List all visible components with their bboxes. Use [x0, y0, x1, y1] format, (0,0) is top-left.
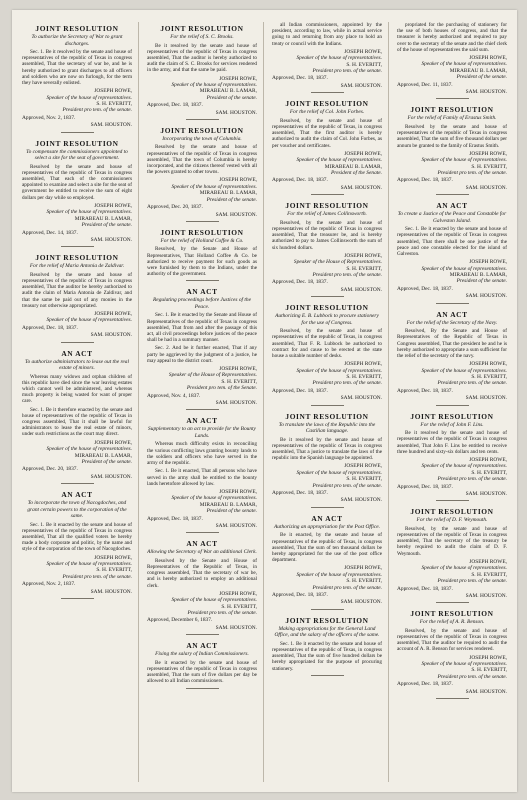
body-paragraph: Resolved, by the senate and house of representatives of the republic of Texas in congress assembled, That the auditor be required to audit the account of A. R. Benson for services rendered.	[397, 627, 507, 653]
column-2	[147, 22, 264, 782]
signature-line: S. H. EVERITT,	[471, 163, 507, 170]
signature-line: S. H. EVERITT,	[471, 667, 507, 674]
approval-date: Approved, Nov. 2, 1837.	[22, 581, 76, 588]
signature-line: MIRABEAU B. LAMAR,	[449, 272, 507, 279]
signature-line: Speaker of the house of representatives.	[296, 55, 382, 62]
section-divider	[436, 194, 469, 195]
legislation-section	[272, 201, 382, 297]
body-paragraph: Resolved by the Senate and House of Representatives of the Republic of Texas, in congress assembled, That the secretary of war be, and is hereby authorized to employ an additional clerk.	[147, 557, 257, 589]
legislation-section	[272, 412, 382, 508]
section-divider	[311, 507, 344, 508]
approval-date: Approved, Dec. 18, 1837.	[397, 177, 453, 184]
approval-date: Approved, Dec. 14, 1837.	[22, 229, 78, 236]
official-signature: SAM. HOUSTON.	[340, 497, 382, 504]
section-divider	[311, 194, 344, 195]
section-divider	[61, 132, 94, 133]
body-paragraph: Be it enacted by the senate and house of representatives of the republic of Texas in congress assembled, That the sum of five dollars per day be allowed to all Indian commissioners.	[147, 659, 257, 685]
section-divider	[436, 602, 469, 603]
section-subtitle: For the relief of Maria Antonia de Zaldivar.	[29, 263, 125, 270]
signature-line: JOSEPH ROWE,	[344, 48, 382, 55]
section-divider	[436, 500, 469, 501]
signature-line: Speaker of the house of representatives.	[171, 183, 257, 190]
signature-line: JOSEPH ROWE,	[219, 366, 257, 373]
signature-line: JOSEPH ROWE,	[94, 554, 132, 561]
signature-line: MIRABEAU B. LAMAR,	[74, 215, 132, 222]
signature-line: Speaker of the house of representatives.	[296, 367, 382, 374]
signature-line: President pro tem. of the senate.	[437, 578, 507, 585]
section-divider	[436, 698, 469, 699]
signature-line: JOSEPH ROWE,	[344, 565, 382, 572]
section-subtitle: Regulating proceedings before Justices of the Peace.	[153, 297, 251, 310]
body-paragraph: Sec. 1. Be it enacted, That all persons who have served in the army shall be entitled to the bounty lands heretofore allowed by law.	[147, 468, 257, 487]
section-heading: AN ACT	[186, 641, 218, 651]
signature-line: Speaker of the house of representatives.	[296, 469, 382, 476]
legislation-section	[22, 253, 132, 342]
section-subtitle: For the relief of John F. Lins.	[420, 421, 484, 428]
signature-line: S. H. EVERITT,	[346, 476, 382, 483]
signature-line: Speaker of the house of representatives.	[46, 94, 132, 101]
official-signature: SAM. HOUSTON.	[340, 395, 382, 402]
signature-line: S. H. EVERITT,	[96, 567, 132, 574]
section-divider	[436, 98, 469, 99]
signature-line: President pro tem. of the senate.	[437, 380, 507, 387]
official-signature: SAM. HOUSTON.	[340, 599, 382, 606]
body-paragraph: Resolved by the senate and house of representatives of the republic of Texas in congress assembled, That each of the commissioners appointed to examine and select a site for the seat of government be entitled to receive the sum of eight dollars per day while so employed.	[22, 163, 132, 201]
signature-line: Speaker of the house of representatives.	[171, 81, 257, 88]
section-heading: AN ACT	[61, 490, 93, 500]
signature-line: President of the senate.	[81, 222, 132, 229]
signature-line: JOSEPH ROWE,	[469, 150, 507, 157]
section-heading: JOINT RESOLUTION	[410, 411, 494, 421]
legislation-section	[147, 228, 257, 282]
signature-line: JOSEPH ROWE,	[94, 202, 132, 209]
signature-line: JOSEPH ROWE,	[469, 456, 507, 463]
official-signature: SAM. HOUSTON.	[215, 109, 257, 116]
section-heading: JOINT RESOLUTION	[35, 24, 119, 33]
legislation-section	[397, 201, 507, 303]
signature-line: JOSEPH ROWE,	[94, 439, 132, 446]
section-heading: JOINT RESOLUTION	[410, 507, 494, 517]
approval-date: Approved, Dec. 18, 1837.	[397, 387, 453, 394]
section-heading: JOINT RESOLUTION	[285, 99, 369, 109]
body-paragraph: Resolved, by the Senate and House of Representatives, That Holland Coffee & Co. be authorized to receive payment for such goods as were furnished by them to the Indians, under the authority of the government.	[147, 246, 257, 278]
section-subtitle: Supplementary to an act to provide for the Bounty Lands.	[148, 426, 256, 439]
approval-date: Approved, Dec. 18, 1837.	[397, 585, 453, 592]
body-paragraph: Sec. 1. Be it enacted by the senate and house of representatives of the republic of Texas in congress assembled, That all the qualified voters be hereby made a body corporate and politic, by the name and style of the corporation of the town of Nacogdoches.	[22, 521, 132, 553]
signature-line: Speaker of the house of representatives.	[171, 495, 257, 502]
legislation-section	[147, 641, 257, 688]
signature-line: JOSEPH ROWE,	[344, 463, 382, 470]
section-heading: AN ACT	[186, 416, 218, 426]
signature-line: Speaker of the house of representatives.	[421, 661, 507, 668]
signature-line: President of the Senate.	[331, 169, 382, 176]
section-divider	[61, 483, 94, 484]
legislation-section	[147, 287, 257, 410]
signature-line: JOSEPH ROWE,	[219, 177, 257, 184]
section-subtitle: To translate the laws of the Republic into the Castilian language.	[278, 421, 376, 435]
approval-date: Approved, Dec. 18, 1837.	[272, 387, 328, 394]
signature-line: MIRABEAU B. LAMAR,	[324, 163, 382, 170]
columns	[22, 22, 507, 782]
section-heading: JOINT RESOLUTION	[160, 24, 244, 33]
body-paragraph: Resolved by the senate and house of representatives of the republic of Texas in congress assembled, That the town of Columbia is hereby incorporated, and the citizens thereof vested with all the powers granted to other towns.	[147, 144, 257, 176]
official-signature: SAM. HOUSTON.	[90, 473, 132, 480]
section-heading: JOINT RESOLUTION	[285, 201, 369, 211]
signature-line: President of the senate.	[206, 508, 257, 515]
section-heading: JOINT RESOLUTION	[160, 227, 244, 237]
body-paragraph: Resolved, by the senate and house of representatives of the republic of Texas, in congress assembled, That the first auditor is hereby authorized to audit the claim of Col. John Forbes, as per voucher and certificates.	[272, 117, 382, 149]
signature-line: JOSEPH ROWE,	[219, 488, 257, 495]
approval-date: Approved, Dec. 18, 1837.	[272, 490, 328, 497]
section-subtitle: For the relief of D. F. Weymouth.	[416, 517, 488, 524]
body-paragraph: Resolved, by the senate and house of representatives of the republic of Texas in congress assembled, That the secretary of the treasury be hereby required to audit the claim of D. F. Weymouth.	[397, 525, 507, 557]
body-paragraph: propriated for the purchasing of stationery for the use of both houses of congress, and that the treasurer is hereby authorized and required to pay over to the secretary of the senate and the chief clerk of the house of representatives the said sum.	[397, 22, 507, 53]
approval-date: Approved, Dec. 11, 1837.	[397, 81, 453, 88]
official-signature: SAM. HOUSTON.	[215, 211, 257, 218]
official-signature: SAM. HOUSTON.	[340, 184, 382, 191]
body-paragraph: Sec. 1. Be it resolved by the senate and house of representatives of the republic of Texas in congress assembled, That the secretary of war be, and he is hereby authorized to grant discharges to all officers and soldiers who are now on furlough, for the term they have severally enlisted.	[22, 49, 132, 87]
signature-line: Speaker of the house of representatives.	[46, 209, 132, 216]
approval-date: Approved, Dec. 18, 1837.	[272, 75, 328, 82]
legislation-section	[147, 416, 257, 533]
section-heading: AN ACT	[436, 309, 468, 319]
signature-line: JOSEPH ROWE,	[469, 55, 507, 62]
signature-line: JOSEPH ROWE,	[94, 311, 132, 318]
section-divider	[311, 675, 344, 676]
section-subtitle: For the relief of S. C. Brooks.	[170, 34, 234, 40]
section-subtitle: For the relief of Col. John Forbes.	[289, 109, 365, 116]
signature-line: S. H. EVERITT,	[221, 378, 257, 385]
signature-line: President pro tem. of the Senate.	[186, 385, 257, 392]
section-heading: JOINT RESOLUTION	[35, 253, 119, 263]
section-heading: JOINT RESOLUTION	[285, 411, 369, 421]
section-subtitle: For the relief of A. R. Benson.	[419, 619, 485, 626]
official-signature: SAM. HOUSTON.	[465, 490, 507, 497]
official-signature: SAM. HOUSTON.	[465, 89, 507, 96]
signature-line: JOSEPH ROWE,	[469, 361, 507, 368]
approval-date: Approved, Dec. 18, 1837.	[397, 285, 453, 292]
official-signature: SAM. HOUSTON.	[215, 624, 257, 631]
signature-line: MIRABEAU B. LAMAR,	[199, 190, 257, 197]
section-divider	[186, 688, 219, 689]
signature-line: JOSEPH ROWE,	[344, 361, 382, 368]
legislation-section	[272, 514, 382, 610]
signature-line: MIRABEAU B. LAMAR,	[199, 501, 257, 508]
official-signature: SAM. HOUSTON.	[465, 293, 507, 300]
section-subtitle: To create a Justice of the Peace and Constable for Galveston Island.	[397, 211, 507, 224]
official-signature: SAM. HOUSTON.	[465, 395, 507, 402]
signature-line: President pro tem. of the senate.	[437, 673, 507, 680]
signature-line: Speaker of the house of representatives.	[296, 157, 382, 164]
official-signature: SAM. HOUSTON.	[90, 236, 132, 243]
approval-date: Approved, Dec. 18, 1837.	[397, 483, 453, 490]
body-paragraph: Resolved, by the senate and house of representatives of the republic of Texas, in congress assembled, That F. R. Lubbock be authorized to contract for and cause to be erected at the state house a suitable number of desks.	[272, 328, 382, 359]
legislation-section	[147, 126, 257, 222]
signature-line: President of the senate.	[81, 458, 132, 465]
signature-line: MIRABEAU B. LAMAR,	[449, 67, 507, 74]
body-paragraph: Be it resolved by the senate and house of representatives of the republic of Texas in congress assembled, That a justice to translate the laws of the republic into the Spanish language be appointed.	[272, 436, 382, 462]
body-paragraph: Be it resolved by the senate and house of representatives of the republic of Texas in congress assembled, That John F. Lins be entitled to receive three hundred and sixty-six dollars and ten cents.	[397, 430, 507, 455]
section-divider	[311, 92, 344, 93]
body-paragraph: Resolved, by the senate and house of representatives of the republic of Texas in congress assembled, That the treasurer be, and is hereby authorized to pay to James Collinsworth the sum of six hundred dollars.	[272, 219, 382, 251]
body-paragraph: Sec. 1. Be it enacted by the senate and house of representatives of the republic of Texas in congress assembled, That there shall be one justice of the peace and one constable elected for the island of Galveston.	[397, 226, 507, 258]
body-paragraph: Sec. 1. Be it therefore enacted by the senate and house of representatives of the republic of Texas in congress assembled, That it shall be lawful for administrators to lease the real estate of minors, under such restrictions as the court may direct.	[22, 406, 132, 438]
section-subtitle: To compensate the commissioners appointed to select a site for the seat of government.	[26, 148, 128, 162]
legislation-section	[397, 105, 507, 195]
signature-line: Speaker of the house of representatives.	[296, 571, 382, 578]
body-paragraph: Sec. 1. Be it enacted by the senate and house of representatives of the republic of Texas, in congress assembled, That the sum of five hundred dollars be hereby appropriated for the purpose of procuring stationery.	[272, 640, 382, 672]
legislation-section	[22, 490, 132, 599]
section-subtitle: Making appropriations for the General Land Office, and the salary of the officers of the same.	[274, 625, 380, 639]
signature-line: JOSEPH ROWE,	[469, 259, 507, 266]
signature-line: Speaker of the house of representatives.	[46, 561, 132, 568]
body-paragraph: Resolved by the senate and house of representatives of the republic of Texas in congress assembled, That the sum of five thousand dollars per annum be granted to the family of Erastus Smith.	[397, 123, 507, 149]
section-divider	[311, 296, 344, 297]
body-paragraph: all Indian commissioners, appointed by the president, according to law, while in actual service going to and returning from any place to hold an treaty or council with the Indians.	[272, 22, 382, 47]
legislation-section	[147, 24, 257, 120]
section-divider	[186, 409, 219, 410]
signature-line: President pro tem. of the senate.	[437, 169, 507, 176]
signature-line: JOSEPH ROWE,	[219, 75, 257, 82]
legislation-section	[272, 99, 382, 195]
signature-line: JOSEPH ROWE,	[344, 252, 382, 259]
signature-line: Speaker of the house of representatives.	[421, 565, 507, 572]
signature-line: JOSEPH ROWE,	[469, 654, 507, 661]
signature-line: President pro tem. of the senate.	[312, 380, 382, 387]
legislation-section	[22, 24, 132, 133]
signature-line: S. H. EVERITT,	[346, 578, 382, 585]
section-subtitle: For the relief of Family of Erastus Smith.	[407, 115, 497, 122]
signature-line: S. H. EVERITT,	[346, 265, 382, 272]
official-signature: SAM. HOUSTON.	[90, 122, 132, 129]
section-divider	[311, 609, 344, 610]
approval-date: Approved, Dec. 18, 1837.	[272, 177, 328, 184]
section-divider	[311, 405, 344, 406]
approval-date: Approved, Dec. 18, 1837.	[272, 279, 328, 286]
legislation-section	[397, 310, 507, 406]
official-signature: SAM. HOUSTON.	[90, 332, 132, 339]
legislation-section	[22, 349, 132, 484]
signature-line: President pro tem. of the senate.	[312, 68, 382, 75]
signature-line: President pro tem. of the senate.	[62, 107, 132, 114]
approval-date: Approved, Dec. 18, 1837.	[22, 324, 78, 331]
approval-date: Approved, Dec. 18, 1837.	[272, 592, 328, 598]
signature-line: President pro tem. of the senate.	[187, 610, 257, 617]
signature-line: Speaker of the house of representatives.	[421, 367, 507, 374]
signature-line: S. H. EVERITT,	[221, 603, 257, 610]
body-paragraph: Be it enacted, by the senate and house of representatives of the republic of Texas, in congress assembled, That the sum of ten thousand dollars be hereby appropriated for the use of the post office department.	[272, 532, 382, 564]
signature-line: S. H. EVERITT,	[471, 373, 507, 380]
approval-date: Approved, Dec. 18, 1837.	[147, 515, 203, 522]
section-heading: AN ACT	[61, 348, 93, 358]
section-heading: AN ACT	[311, 513, 343, 523]
legislation-section	[397, 412, 507, 502]
signature-line: Speaker of the house of representatives.	[421, 265, 507, 272]
section-subtitle: Incorporating the town of Columbia.	[162, 135, 242, 142]
signature-line: Speaker of the house of representatives.	[421, 463, 507, 470]
signature-line: President of the senate.	[206, 94, 257, 101]
section-divider	[186, 532, 219, 533]
signature-line: Speaker of the house of representatives.	[421, 157, 507, 164]
signature-line: President pro tem. of the senate.	[437, 476, 507, 483]
section-divider	[186, 280, 219, 281]
signature-line: MIRABEAU B. LAMAR,	[74, 452, 132, 459]
signature-line: S. H. EVERITT,	[346, 61, 382, 68]
section-subtitle: To authorize administrators to lease out the real estate of minors.	[25, 358, 129, 372]
signature-line: Speaker of the House of Representatives.	[168, 372, 257, 379]
body-paragraph: Sec. 1. Be it enacted by the Senate and House of Representatives of the republic of Texas in congress assembled, That from and after the passage of this act, all civil proceedings before justices of the peace shall be had in a summary manner.	[147, 312, 257, 344]
section-heading: AN ACT	[436, 201, 468, 211]
section-heading: JOINT RESOLUTION	[160, 125, 244, 135]
signature-line: JOSEPH ROWE,	[94, 88, 132, 95]
approval-date: Approved, Dec. 20, 1837.	[147, 204, 203, 211]
section-heading: JOINT RESOLUTION	[285, 303, 369, 313]
official-signature: SAM. HOUSTON.	[90, 588, 132, 595]
signature-line: S. H. EVERITT,	[471, 571, 507, 578]
signature-line: S. H. EVERITT,	[471, 469, 507, 476]
section-subtitle: For the relief of Holland Coffee & Co.	[160, 237, 244, 244]
section-subtitle: Authorizing E. B. Lubbock to procure stationery for the use of Congress.	[275, 313, 379, 326]
legislation-section	[147, 539, 257, 635]
body-paragraph: Be it resolved by the senate and house of representatives of the republic of Texas in congress assembled, That the auditor is hereby authorized to audit the claim of S. C. Brooks for services rendered in the army, and that the same be paid.	[147, 42, 257, 74]
body-paragraph: Resolved by the senate and house of representatives of the republic of Texas in congress assembled, That the auditor be hereby authorized to audit the claim of Maria Antonia de Zaldivar, and that the same be paid out of any monies in the treasury not otherwise appropriated.	[22, 271, 132, 309]
signature-line: JOSEPH ROWE,	[219, 590, 257, 597]
signature-line: JOSEPH ROWE,	[344, 150, 382, 157]
section-subtitle: Fixing the salary of Indian Commissioners.	[155, 651, 249, 658]
section-divider	[436, 405, 469, 406]
signature-line: MIRABEAU B. LAMAR,	[199, 88, 257, 95]
legislation-section	[397, 22, 507, 99]
newspaper-page	[12, 10, 517, 792]
column-1	[22, 22, 139, 782]
body-paragraph: Whereas many widows and orphan children of this republic have died since the war leaving estates which cannot well be administered, and whereas much property is being wasted for want of proper care.	[22, 373, 132, 405]
section-heading: JOINT RESOLUTION	[285, 615, 369, 625]
signature-line: JOSEPH ROWE,	[469, 558, 507, 565]
legislation-section	[272, 616, 382, 676]
section-divider	[436, 303, 469, 304]
official-signature: SAM. HOUSTON.	[340, 286, 382, 293]
legislation-section	[272, 303, 382, 405]
signature-line: President pro tem. of the senate.	[312, 584, 382, 591]
signature-line: President pro tem. of the senate.	[312, 482, 382, 489]
section-heading: JOINT RESOLUTION	[410, 105, 494, 115]
approval-date: Approved, Nov. 2, 1837.	[22, 114, 76, 121]
signature-line: President of the senate.	[206, 196, 257, 203]
section-heading: AN ACT	[186, 287, 218, 297]
body-paragraph: Sec. 2. And be it further enacted, That if any party be aggrieved by the judgment of a justice, he may appeal to the district court.	[147, 345, 257, 364]
official-signature: SAM. HOUSTON.	[465, 184, 507, 191]
section-subtitle: To incorporate the town of Nacogdoches, and grant certain powers to the corporation of the same.	[27, 500, 127, 520]
section-divider	[186, 221, 219, 222]
approval-date: Approved, Dec. 20, 1837.	[22, 466, 78, 473]
signature-line: President pro tem. of the senate.	[312, 271, 382, 278]
approval-date: Approved, Dec. 18, 1837.	[397, 681, 453, 688]
official-signature: SAM. HOUSTON.	[465, 688, 507, 695]
section-divider	[61, 342, 94, 343]
signature-line: President pro tem. of the senate.	[62, 573, 132, 580]
section-divider	[61, 598, 94, 599]
section-subtitle: For the relief of the Secretary of the Navy.	[406, 319, 498, 326]
section-heading: JOINT RESOLUTION	[35, 138, 119, 148]
approval-date: Approved, December 6, 1837.	[147, 617, 213, 624]
official-signature: SAM. HOUSTON.	[215, 522, 257, 529]
body-paragraph: Whereas much difficulty exists in reconciling the various conflicting laws granting bounty lands to the soldiers and officers who have served in the army of the republic.	[147, 441, 257, 467]
approval-date: Approved, Nov. 4, 1837.	[147, 392, 201, 399]
signature-line: S. H. EVERITT,	[346, 373, 382, 380]
legislation-section	[22, 139, 132, 248]
section-heading: AN ACT	[186, 539, 218, 549]
signature-line: Speaker of the house of representatives.	[46, 317, 132, 324]
signature-line: President of the senate.	[456, 74, 507, 81]
signature-line: Speaker of the house of representatives.	[46, 446, 132, 453]
section-subtitle: To authorize the Secretary of War to grant discharges.	[31, 34, 123, 47]
official-signature: SAM. HOUSTON.	[340, 82, 382, 89]
section-subtitle: For the relief of James Collinsworth.	[287, 211, 367, 218]
legislation-section	[397, 609, 507, 699]
legislation-section	[272, 22, 382, 93]
section-divider	[61, 246, 94, 247]
column-3	[272, 22, 389, 782]
legislation-section	[397, 507, 507, 603]
signature-line: Speaker of the House of Representatives.	[293, 259, 382, 266]
section-subtitle: Authorizing an appropriation for the Post Office.	[274, 523, 380, 530]
section-divider	[186, 634, 219, 635]
section-subtitle: Allowing the Secretary of War an additional Clerk.	[147, 549, 257, 556]
signature-line: Speaker of the house of representatives.	[171, 597, 257, 604]
signature-line: S. H. EVERITT,	[96, 101, 132, 108]
signature-line: President of the senate.	[456, 278, 507, 285]
official-signature: SAM. HOUSTON.	[465, 592, 507, 599]
section-divider	[186, 119, 219, 120]
official-signature: SAM. HOUSTON.	[215, 400, 257, 407]
body-paragraph: Resolved, By the Senate and House of Representatives of the Republic of Texas in Congress assembled, That the president be and he is hereby authorized to appropriate a sum sufficient for the relief of the secretary of the navy.	[397, 328, 507, 359]
section-heading: JOINT RESOLUTION	[410, 609, 494, 619]
signature-line: Speaker of the house of representatives.	[421, 61, 507, 68]
approval-date: Approved, Dec. 18, 1837.	[147, 102, 203, 109]
column-4	[397, 22, 507, 782]
